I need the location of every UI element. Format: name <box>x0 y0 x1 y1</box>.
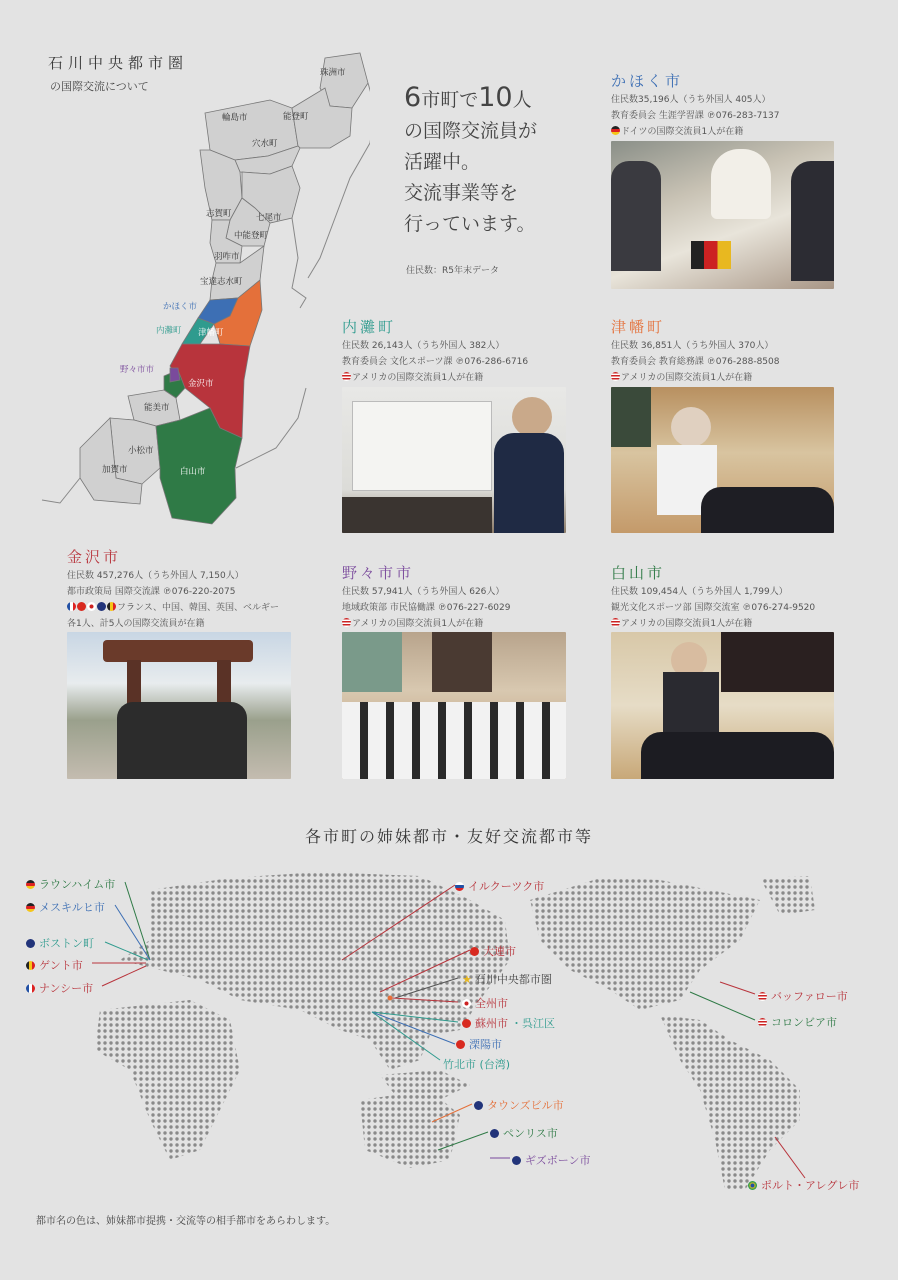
world-dot-map <box>0 860 898 1210</box>
germany-flag-icon <box>26 880 35 889</box>
city-staff-total: 各1人、計5人の国際交流員が在籍 <box>67 619 205 629</box>
city-name: 野々市市 <box>342 564 415 582</box>
city-staff: アメリカの国際交流員1人が在籍 <box>352 373 484 383</box>
belgium-flag-icon <box>107 602 116 611</box>
footer-note: 都市名の色は、姉妹都市提携・交流等の相手都市をあらわします。 <box>36 1216 336 1227</box>
korea-flag-icon <box>462 999 471 1008</box>
city-department: 観光文化スポーツ部 国際交流室 ℗076-274-9520 <box>611 603 816 613</box>
map-label-nanao: 七尾市 <box>256 213 282 223</box>
label-jeonju: 全州市 <box>462 995 508 1011</box>
map-label-kaga: 加賀市 <box>102 465 128 475</box>
map-label-tsubata: 津幡町 <box>198 328 224 338</box>
china-flag-icon <box>456 1040 465 1049</box>
label-dalian: 大連市 <box>470 943 516 959</box>
australia-flag-icon <box>474 1101 483 1110</box>
city-staff: ドイツの国際交流員1人が在籍 <box>621 127 744 137</box>
germany-flag-icon <box>26 903 35 912</box>
label-penrith: ペンリス市 <box>490 1125 558 1141</box>
sister-city-title: 各市町の姉妹都市・友好交流都市等 <box>304 827 593 846</box>
city-nonoichi <box>342 564 602 632</box>
city-staff: アメリカの国際交流員1人が在籍 <box>621 619 753 629</box>
headline-t2: 人 <box>512 89 532 111</box>
france-flag-icon <box>67 602 76 611</box>
city-population: 住民数 457,276人（うち外国人 7,150人） <box>67 571 244 581</box>
map-title: 石川中央都市圏 <box>48 54 189 72</box>
label-portoalegre: ポルト・アレグレ市 <box>748 1177 859 1193</box>
map-label-hakui: 羽咋市 <box>214 252 240 262</box>
city-staff: アメリカの国際交流員1人が在籍 <box>621 373 753 383</box>
city-population: 住民数 36,851人（うち外国人 370人） <box>611 341 774 351</box>
usa-flag-icon <box>342 372 351 381</box>
map-label-wajima: 輪島市 <box>222 113 248 123</box>
city-kanazawa <box>67 548 327 632</box>
map-label-suzu: 珠洲市 <box>320 68 346 78</box>
city-staff: アメリカの国際交流員1人が在籍 <box>352 619 484 629</box>
city-population: 住民数 57,941人（うち外国人 626人） <box>342 587 505 597</box>
photo-kahoku <box>611 141 834 289</box>
city-hakusan <box>611 564 871 632</box>
city-department: 地域政策部 市民協働課 ℗076-227-6029 <box>342 603 511 613</box>
headline-num1: 6 <box>404 82 422 113</box>
map-label-nonoichi: 野々市市 <box>120 365 155 375</box>
headline-t1: 市町で <box>421 89 479 111</box>
city-tsubata <box>611 318 871 386</box>
label-center: ★ 石川中央都市圏 <box>462 972 552 986</box>
germany-flag-icon <box>611 126 620 135</box>
australia-flag-icon <box>512 1156 521 1165</box>
label-gisborne: ギズボーン市 <box>512 1152 591 1168</box>
france-flag-icon <box>26 984 35 993</box>
label-laupheim: ラウンハイム市 <box>26 876 115 892</box>
map-label-hodatsushimizu: 宝達志水町 <box>200 277 243 287</box>
photo-nonoichi <box>342 632 566 779</box>
china-flag-icon <box>77 602 86 611</box>
label-townsville: タウンズビル市 <box>474 1097 564 1113</box>
label-liyang: 溧陽市 <box>456 1036 502 1052</box>
city-staff: フランス、中国、韓国、英国、ベルギー <box>117 603 280 613</box>
map-label-uchinada: 内灘町 <box>156 326 182 336</box>
usa-flag-icon <box>758 992 767 1001</box>
belgium-flag-icon <box>26 961 35 970</box>
city-name: 内灘町 <box>342 318 397 336</box>
map-label-hakusan: 白山市 <box>180 467 206 477</box>
map-label-nakanoto: 中能登町 <box>234 231 269 241</box>
headline-num2: 10 <box>478 82 513 113</box>
uk-flag-icon <box>97 602 106 611</box>
label-wujiang: ・呉江区 <box>511 1017 555 1030</box>
label-nancy: ナンシー市 <box>26 980 93 996</box>
china-flag-icon <box>462 1019 471 1028</box>
ishikawa-map <box>30 48 370 538</box>
map-label-kahoku: かほく市 <box>163 302 198 312</box>
city-population: 住民数 109,454人（うち外国人 1,799人） <box>611 587 788 597</box>
headline-line4: 交流事業等を <box>404 182 519 204</box>
label-buffalo: バッファロー市 <box>758 988 848 1004</box>
label-gent: ゲント市 <box>26 957 83 973</box>
map-label-nomi: 能美市 <box>144 403 170 413</box>
usa-flag-icon <box>758 1018 767 1027</box>
city-department: 教育委員会 生涯学習課 ℗076-283-7137 <box>611 111 780 121</box>
photo-kanazawa <box>67 632 291 779</box>
map-label-noto: 能登町 <box>283 112 309 122</box>
map-label-kanazawa: 金沢市 <box>188 379 214 389</box>
city-name: 金沢市 <box>67 548 122 566</box>
label-meschede: メスキルヒ市 <box>26 899 105 915</box>
city-department: 都市政策局 国際交流課 ℗076-220-2075 <box>67 587 236 597</box>
city-department: 教育委員会 教育総務課 ℗076-288-8508 <box>611 357 780 367</box>
photo-hakusan <box>611 632 834 779</box>
photo-uchinada <box>342 387 566 533</box>
label-boston: ボストン町 <box>26 935 94 951</box>
label-irkutsk: イルクーツク市 <box>455 878 544 894</box>
city-name: 白山市 <box>611 564 666 582</box>
usa-flag-icon <box>342 618 351 627</box>
usa-flag-icon <box>611 372 620 381</box>
headline-line3: 活躍中。 <box>404 151 481 173</box>
city-population: 住民数 26,143人（うち外国人 382人） <box>342 341 505 351</box>
headline-line2: の国際交流員が <box>404 120 538 142</box>
city-name: 津幡町 <box>611 318 666 336</box>
label-zhubei: 竹北市 (台湾) <box>443 1058 511 1071</box>
label-suzhou: 蘇州市 ・呉江区 <box>462 1015 555 1031</box>
russia-flag-icon <box>455 882 464 891</box>
map-label-komatsu: 小松市 <box>128 446 154 456</box>
headline-line5: 行っています。 <box>404 213 536 235</box>
australia-flag-icon <box>490 1129 499 1138</box>
city-department: 教育委員会 文化スポーツ課 ℗076-286-6716 <box>342 357 529 367</box>
map-label-shika: 志賀町 <box>206 209 232 219</box>
star-icon: ★ <box>462 972 472 986</box>
city-uchinada <box>342 318 602 386</box>
headline <box>404 82 537 240</box>
city-name: かほく市 <box>611 72 684 90</box>
label-columbia: コロンビア市 <box>758 1014 837 1030</box>
city-kahoku <box>611 72 871 140</box>
uk-flag-icon <box>26 939 35 948</box>
map-label-anamizu: 穴水町 <box>252 139 278 149</box>
brazil-flag-icon <box>748 1181 757 1190</box>
usa-flag-icon <box>611 618 620 627</box>
photo-tsubata <box>611 387 834 533</box>
korea-flag-icon <box>87 602 96 611</box>
city-population: 住民数35,196人（うち外国人 405人） <box>611 95 771 105</box>
map-region-nonoichi-dot <box>170 368 180 382</box>
map-subtitle: の国際交流について <box>50 80 149 93</box>
population-note: 住民数：R5年末データ <box>406 266 499 276</box>
china-flag-icon <box>470 947 479 956</box>
